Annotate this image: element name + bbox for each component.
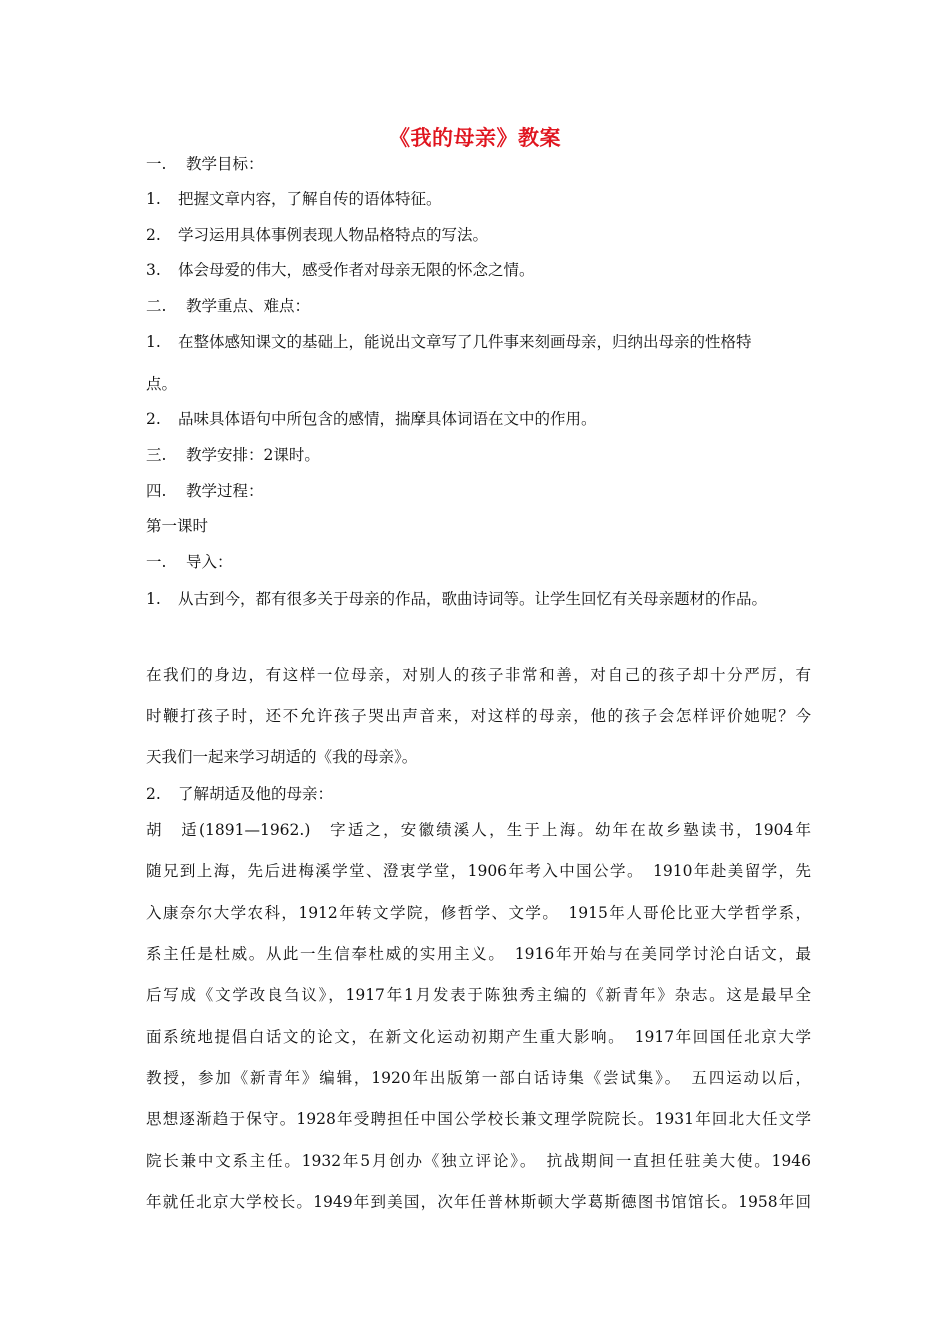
section-label: 教学安排：2课时。: [186, 446, 320, 464]
goal-item-3: [146, 259, 535, 281]
section-number: 一.: [146, 155, 167, 173]
section-label: 教学目标：: [186, 155, 264, 173]
section-number: 三.: [146, 446, 167, 464]
paragraph-line: 院长兼中文系主任。1932年5月创办《独立评论》。 抗战期间一直担任驻美大使。1946: [146, 1152, 811, 1170]
item-number: 1.: [146, 590, 161, 608]
section-schedule-heading: [146, 444, 320, 466]
item-text: 从古到今，都有很多关于母亲的作品，歌曲诗词等。让学生回忆有关母亲题材的作品。: [178, 590, 768, 608]
goal-item-2: [146, 224, 488, 246]
section-number: 二.: [146, 297, 167, 315]
paragraph-line: 胡 适(1891—1962.) 字适之，安徽绩溪人，生于上海。幼年在故乡塾读书，1904年: [146, 821, 811, 839]
item-number: 2.: [146, 785, 161, 803]
item-number: 2.: [146, 410, 161, 428]
paragraph-line: 随兄到上海，先后进梅溪学堂、澄衷学堂，1906年考入中国公学。 1910年赴美留学，先: [146, 862, 811, 880]
paragraph-line: 在我们的身边，有这样一位母亲，对别人的孩子非常和善，对自己的孩子却十分严厉，有: [146, 666, 811, 684]
item-text: 学习运用具体事例表现人物品格特点的写法。: [178, 226, 489, 244]
paragraph-line: 入康奈尔大学农科，1912年转文学院，修哲学、文学。 1915年人哥伦比亚大学哲学系，: [146, 904, 811, 922]
section-number: 一.: [146, 553, 167, 571]
paragraph-line: 教授，参加《新青年》编辑，1920年出版第一部白话诗集《尝试集》。 五四运动以后，: [146, 1069, 811, 1087]
item-number: 2.: [146, 226, 161, 244]
item-text: 了解胡适及他的母亲：: [178, 785, 334, 803]
intro-item-2: [146, 783, 333, 805]
section-goals-heading: [146, 153, 264, 175]
section-label: 教学过程：: [186, 482, 264, 500]
key-item-1-continued: 点。: [146, 375, 178, 393]
document-title: 《我的母亲》教案: [389, 126, 561, 150]
key-item-2: [146, 408, 597, 430]
paragraph-line: 天我们一起来学习胡适的《我的母亲》。: [146, 748, 418, 766]
paragraph-line: 后写成《文学改良刍议》，1917年1月发表于陈独秀主编的《新青年》杂志。这是最早全: [146, 986, 811, 1004]
paragraph-line: 年就任北京大学校长。1949年到美国，次年任普林斯顿大学葛斯德图书馆馆长。1958年回: [146, 1193, 811, 1211]
item-text: 体会母爱的伟大，感受作者对母亲无限的怀念之情。: [178, 261, 535, 279]
section-process-heading: [146, 480, 264, 502]
item-number: 1.: [146, 333, 161, 351]
paragraph-line: 思想逐渐趋于保守。1928年受聘担任中国公学校长兼文理学院院长。1931年回北大任文学: [146, 1110, 811, 1128]
section-number: 四.: [146, 482, 167, 500]
goal-item-1: [146, 188, 442, 210]
item-number: 3.: [146, 261, 161, 279]
item-text: 品味具体语句中所包含的感情，揣摩具体词语在文中的作用。: [178, 410, 597, 428]
intro-heading: [146, 551, 233, 573]
section-label: 导入：: [186, 553, 233, 571]
item-text: 把握文章内容，了解自传的语体特征。: [178, 190, 442, 208]
paragraph-line: 系主任是杜威。从此一生信奉杜威的实用主义。 1916年开始与在美同学讨沦白话文，最: [146, 945, 811, 963]
section-key-heading: [146, 295, 310, 317]
key-item-1: [146, 331, 752, 353]
section-label: 教学重点、难点：: [186, 297, 311, 315]
item-number: 1.: [146, 190, 161, 208]
lesson-one-heading: 第一课时: [146, 517, 209, 535]
paragraph-line: 面系统地提倡白话文的论文，在新文化运动初期产生重大影响。 1917年回国任北京大学: [146, 1028, 811, 1046]
paragraph-line: 时鞭打孩子时，还不允许孩子哭出声音来，对这样的母亲，他的孩子会怎样评价她呢？今: [146, 707, 811, 725]
item-text: 在整体感知课文的基础上，能说出文章写了几件事来刻画母亲，归纳出母亲的性格特: [178, 333, 752, 351]
intro-item-1: [146, 588, 767, 610]
